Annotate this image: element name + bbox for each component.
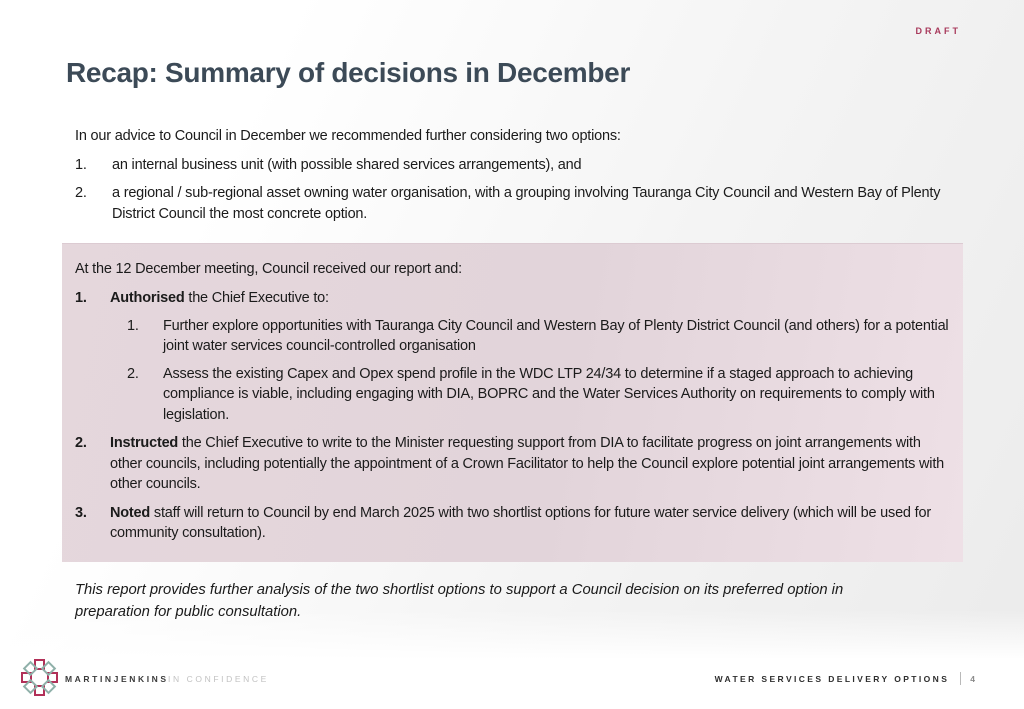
option-item bbox=[75, 183, 950, 225]
intro-paragraph: In our advice to Council in December we recommended further considering two options: bbox=[75, 128, 621, 144]
decision-subtext: Assess the existing Capex and Opex spend profile in the WDC LTP 24/34 to determine if a staged approach to achieving compliance is viable, including engaging with DIA, BOPRC and the Water Services Authority on requirements to comply with legislation. bbox=[163, 365, 935, 423]
slide-title: Recap: Summary of decisions in December bbox=[66, 57, 631, 88]
decision-subitem bbox=[127, 364, 949, 426]
decision-number: 1. bbox=[75, 290, 87, 306]
decision-item bbox=[75, 433, 949, 495]
decision-body bbox=[110, 503, 949, 544]
decision-keyword: Instructed bbox=[110, 435, 179, 451]
decision-item bbox=[75, 503, 949, 544]
footer-brand: MARTINJENKINS bbox=[65, 674, 169, 684]
decision-sublist bbox=[110, 316, 949, 426]
decision-text bbox=[110, 288, 949, 309]
decision-keyword: Noted bbox=[110, 504, 151, 521]
decision-subnumber: 2. bbox=[127, 365, 139, 382]
martinjenkins-logo-icon bbox=[19, 657, 60, 698]
decision-subitem bbox=[127, 316, 949, 357]
decision-text bbox=[110, 503, 949, 544]
closing-note: This report provides further analysis of the two shortlist options to support a Council decision on its preferred option in preparation for public consultation. bbox=[75, 582, 844, 620]
draft-watermark: DRAFT bbox=[915, 26, 961, 36]
decision-rest: the Chief Executive to: bbox=[184, 290, 329, 306]
decision-subnumber: 1. bbox=[127, 317, 139, 334]
decision-box-intro: At the 12 December meeting, Council received our report and: bbox=[75, 261, 462, 277]
decision-item bbox=[75, 288, 949, 425]
decision-body bbox=[110, 288, 949, 425]
decision-list bbox=[75, 288, 949, 544]
footer-page-number: 4 bbox=[970, 673, 976, 684]
options-list bbox=[75, 148, 950, 225]
decision-body bbox=[110, 433, 949, 495]
decision-box bbox=[62, 243, 963, 562]
decision-number: 2. bbox=[75, 435, 87, 451]
footer-right bbox=[715, 672, 976, 685]
decision-subtext: Further explore opportunities with Tauranga City Council and Western Bay of Plenty District Council (and others) for a potential joint water services council-controlled organisation bbox=[163, 317, 949, 354]
decision-rest: staff will return to Council by end March 2025 with two shortlist options for future water service delivery (which will be used for community consultation). bbox=[110, 504, 931, 541]
option-number: 1. bbox=[75, 157, 87, 173]
decision-rest: the Chief Executive to write to the Minister requesting support from DIA to facilitate progress on joint arrangements with other councils, including potentially the appointment of a Crown Facilitator to help the Council explore potential joint arrangements with other councils. bbox=[110, 435, 945, 492]
decision-number: 3. bbox=[75, 504, 87, 521]
decision-text bbox=[110, 433, 949, 495]
decision-keyword: Authorised bbox=[110, 290, 185, 306]
option-text: a regional / sub-regional asset owning water organisation, with a grouping involving Tauranga City Council and Western Bay of Plenty District Council the most concrete option. bbox=[112, 185, 941, 222]
footer-divider bbox=[960, 672, 961, 685]
option-item bbox=[75, 155, 950, 176]
footer-confidentiality: IN CONFIDENCE bbox=[168, 674, 269, 684]
footer-doc-title: WATER SERVICES DELIVERY OPTIONS bbox=[714, 673, 950, 684]
option-number: 2. bbox=[75, 185, 87, 201]
option-text: an internal business unit (with possible shared services arrangements), and bbox=[112, 157, 582, 173]
